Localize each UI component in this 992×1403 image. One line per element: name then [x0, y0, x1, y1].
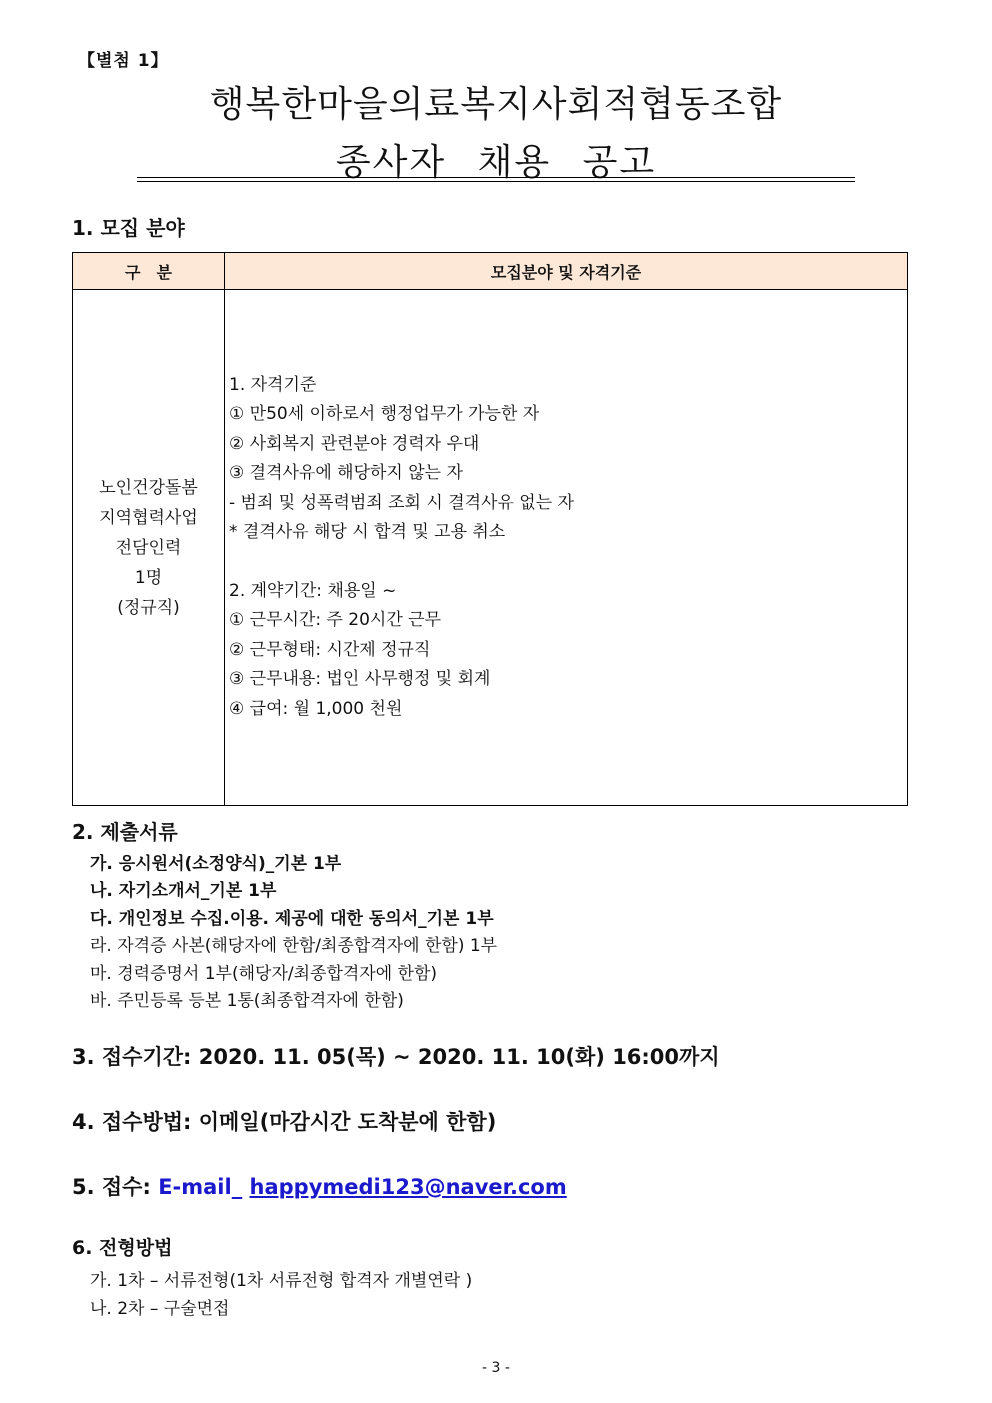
document-item: 나. 자기소개서_기본 1부: [90, 881, 277, 901]
criteria-spacer: [229, 548, 907, 577]
criteria-line: ④ 급여: 월 1,000 천원: [229, 698, 403, 719]
org-title: 행복한마을의료복지사회적협동조합: [209, 84, 783, 125]
section2-heading: 2. 제출서류: [72, 820, 178, 844]
document-item: 라. 자격증 사본(해당자에 한함/최종합격자에 한함) 1부: [90, 936, 498, 956]
criteria-line: ② 사회복지 관련분야 경력자 우대: [229, 433, 480, 454]
criteria-line: 2. 계약기간: 채용일 ~: [229, 580, 397, 601]
attachment-label: 【별첨 1】: [78, 51, 169, 71]
selection-step: 나. 2차 – 구술면접: [90, 1299, 230, 1319]
notice-title: 종사자 채용 공고: [335, 142, 657, 183]
application-method: 4. 접수방법: 이메일(마감시간 도착분에 한함): [72, 1110, 497, 1134]
position-line: 1명: [134, 567, 163, 588]
criteria-line: ② 근무형태: 시간제 정규직: [229, 639, 431, 660]
recruitment-table: [72, 252, 908, 806]
section6-heading: 6. 전형방법: [72, 1237, 173, 1259]
criteria-line: ③ 근무내용: 법인 사무행정 및 회계: [229, 669, 491, 690]
position-line: (정규직): [117, 597, 180, 618]
application-contact: [72, 1171, 567, 1201]
document-item: 가. 응시원서(소정양식)_기본 1부: [90, 854, 342, 874]
criteria-line: ③ 결격사유에 해당하지 않는 자: [229, 463, 463, 484]
criteria-line: * 결격사유 해당 시 합격 및 고용 취소: [229, 522, 506, 543]
email-link[interactable]: happymedi123@naver.com: [249, 1175, 567, 1199]
criteria-line: ① 만50세 이하로서 행정업무가 가능한 자: [229, 404, 540, 425]
criteria-line: 1. 자격기준: [229, 374, 317, 395]
application-period: 3. 접수기간: 2020. 11. 05(목) ~ 2020. 11. 10(화) 16:00까지: [72, 1045, 720, 1069]
position-line: 지역협력사업: [99, 507, 198, 528]
criteria-line: ① 근무시간: 주 20시간 근무: [229, 610, 442, 631]
contact-label: 5. 접수:: [72, 1175, 151, 1199]
position-cell: [73, 290, 225, 806]
document-item: 바. 주민등록 등본 1통(최종합격자에 한함): [90, 991, 404, 1011]
selection-step: 가. 1차 – 서류전형(1차 서류전형 합격자 개별연락 ): [90, 1271, 473, 1291]
criteria-line: - 범죄 및 성폭력범죄 조회 시 결격사유 없는 자: [229, 492, 574, 513]
page-number: - 3 -: [482, 1360, 510, 1376]
table-header-category: 구 분: [73, 253, 225, 290]
document-item: 마. 경력증명서 1부(해당자/최종합격자에 한함): [90, 964, 438, 984]
position-line: 노인건강돌봄: [99, 477, 198, 498]
title-underline-bottom: [137, 181, 855, 182]
position-line: 전담인력: [115, 537, 182, 558]
section1-heading: 1. 모집 분야: [72, 216, 185, 240]
document-item: 다. 개인정보 수집.이용. 제공에 대한 동의서_기본 1부: [90, 909, 494, 929]
criteria-cell: [225, 290, 908, 806]
title-underline-top: [137, 177, 855, 178]
table-header-criteria: 모집분야 및 자격기준: [225, 253, 908, 290]
email-prefix: E-mail_: [158, 1175, 243, 1199]
